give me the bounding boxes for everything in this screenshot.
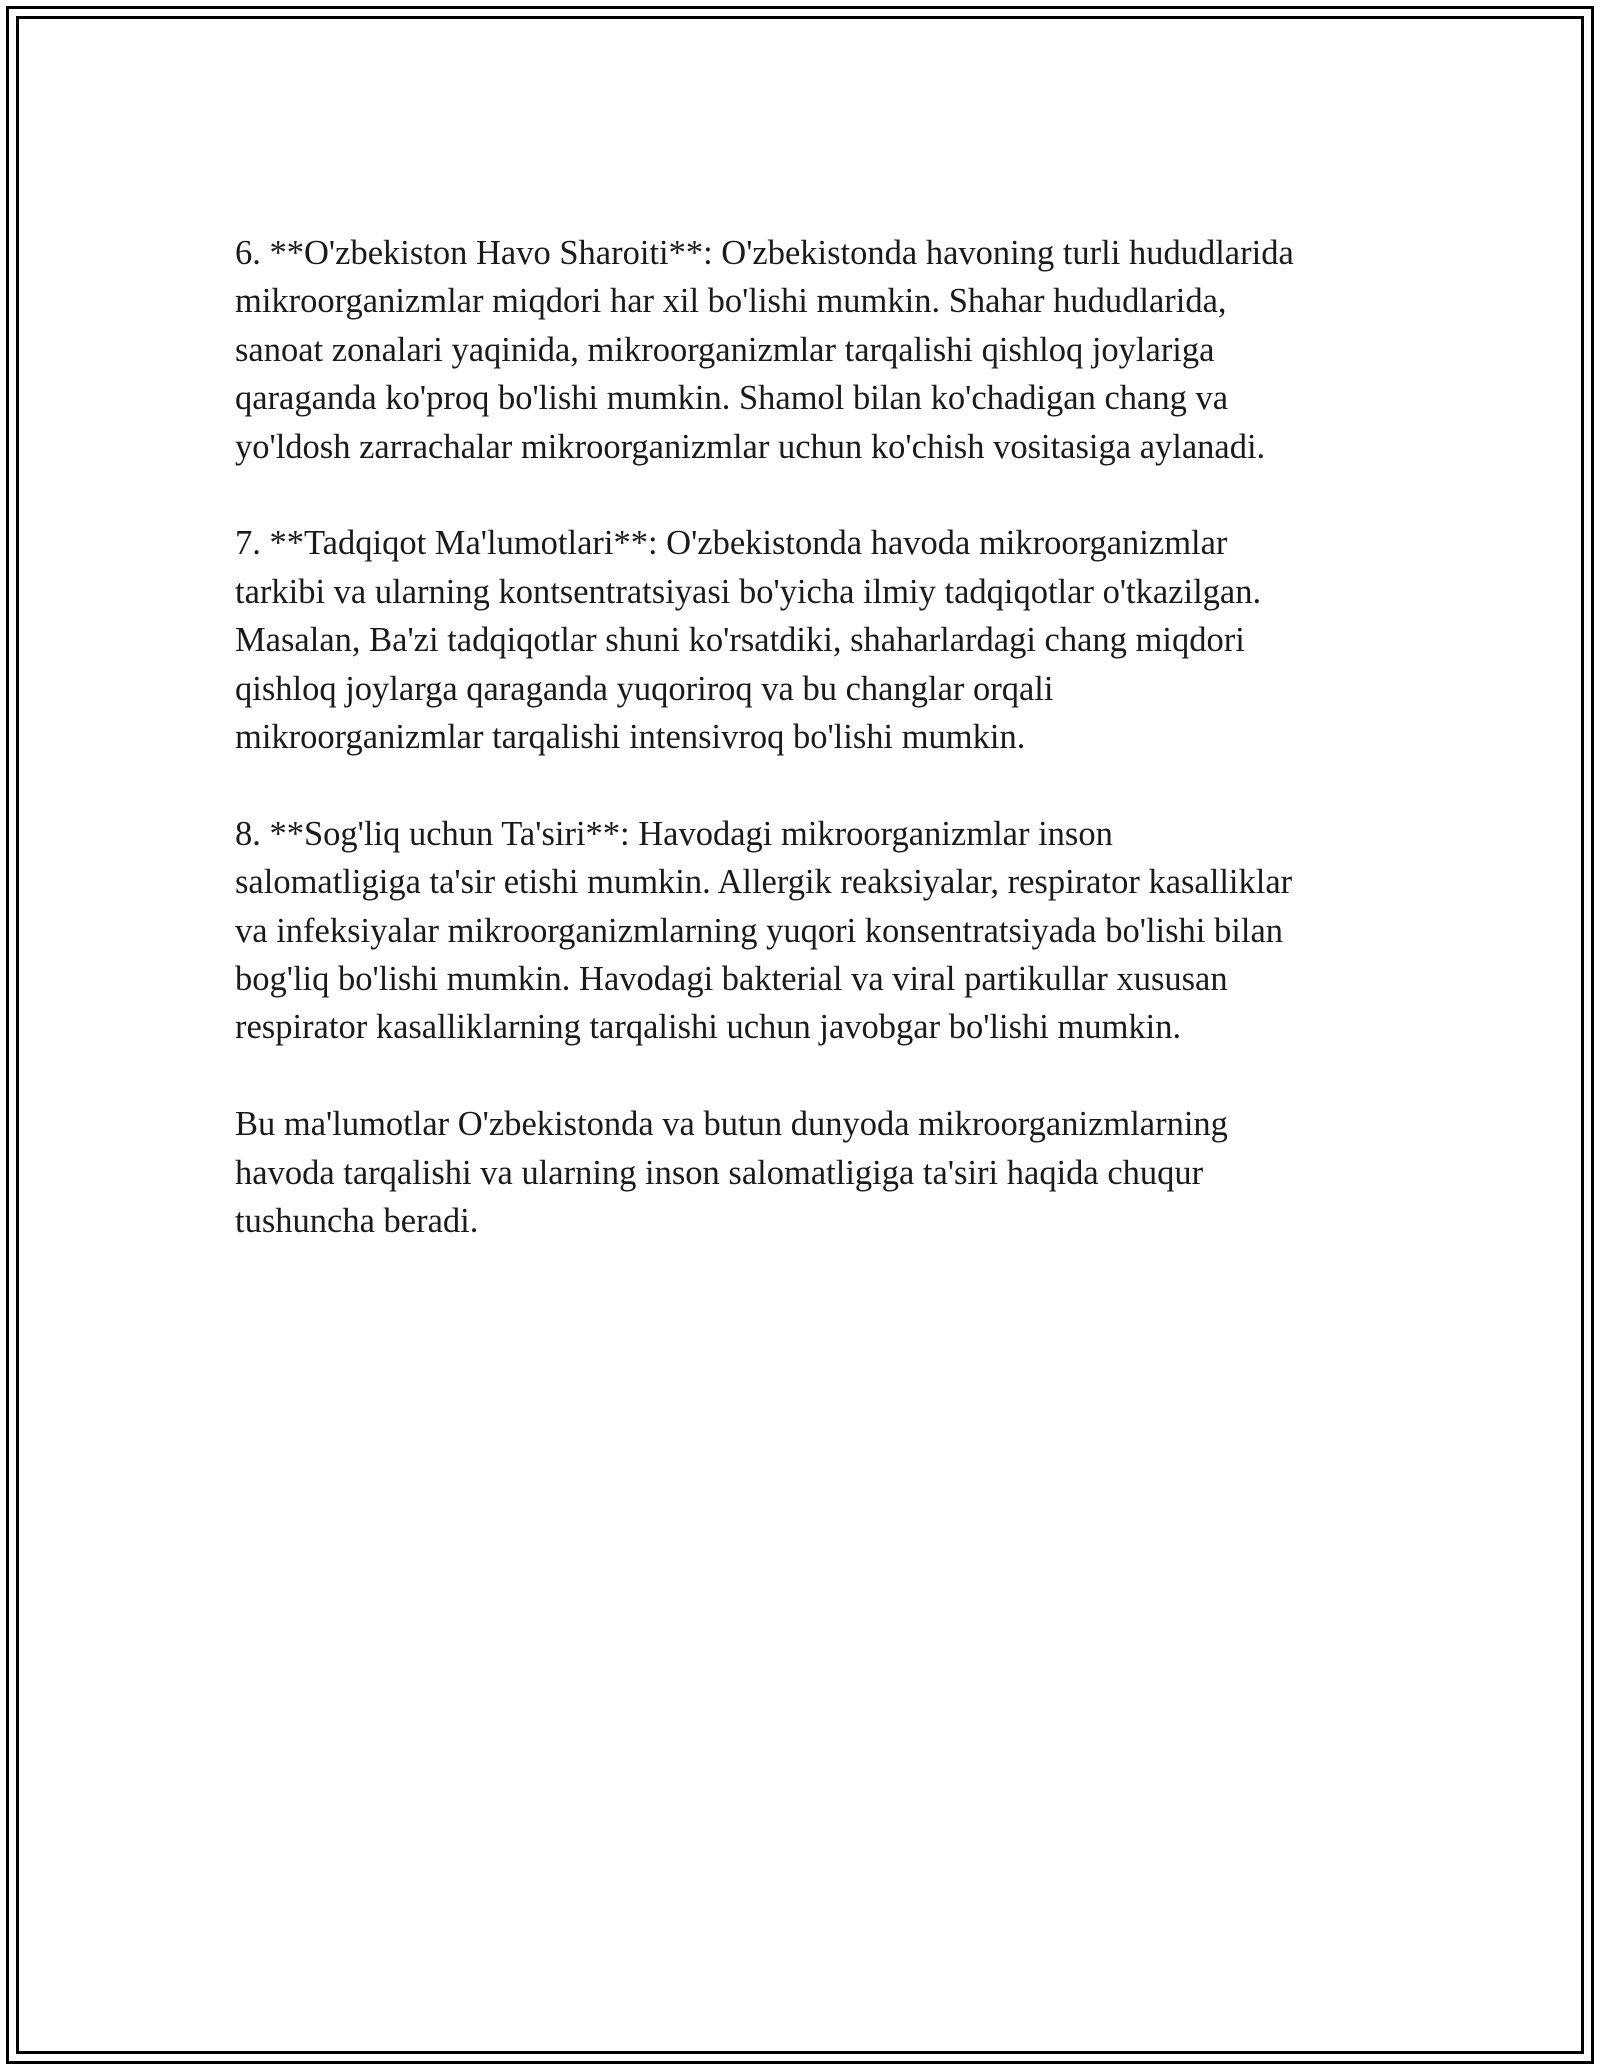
paragraph-uzbekistan-air-conditions: 6. **O'zbekiston Havo Sharoiti**: O'zbekistonda havoning turli hududlarida mikroorganizmlar miqdori har xil bo'lishi mumkin. Shahar hududlarida, sanoat zonalari yaqinida, mikroorganizmlar tarqalishi qishloq joylariga qaraganda ko'proq bo'lishi mumkin. Shamol bilan ko'chadigan chang va yo'ldosh zarrachalar mikroorganizmlar uchun ko'chish vositasiga aylanadi. (235, 234, 1294, 466)
document-body (235, 229, 1435, 1294)
paragraph-research-data: 7. **Tadqiqot Ma'lumotlari**: O'zbekistonda havoda mikroorganizmlar tarkibi va ularning kontsentratsiyasi bo'yicha ilmiy tadqiqotlar o'tkazilgan. Masalan, Ba'zi tadqiqotlar shuni ko'rsatdiki, shaharlardagi chang miqdori qishloq joylarga qaraganda yuqoriroq va bu changlar orqali mikroorganizmlar tarqalishi intensivroq bo'lishi mumkin. (235, 524, 1262, 757)
paragraph-health-impact: 8. **Sog'liq uchun Ta'siri**: Havodagi mikroorganizmlar inson salomatligiga ta'sir etishi mumkin. Allergik reaksiyalar, respirator kasalliklar va infeksiyalar mikroorganizmlarning yuqori konsentratsiyada bo'lishi bilan bog'liq bo'lishi mumkin. Havodagi bakterial va viral partikullar xususan respirator kasalliklarning tarqalishi uchun javobgar bo'lishi mumkin. (235, 814, 1293, 1047)
paragraph-conclusion: Bu ma'lumotlar O'zbekistonda va butun dunyoda mikroorganizmlarning havoda tarqalishi va ularning inson salomatligiga ta'siri haqida chuqur tushuncha beradi. (235, 1105, 1228, 1241)
